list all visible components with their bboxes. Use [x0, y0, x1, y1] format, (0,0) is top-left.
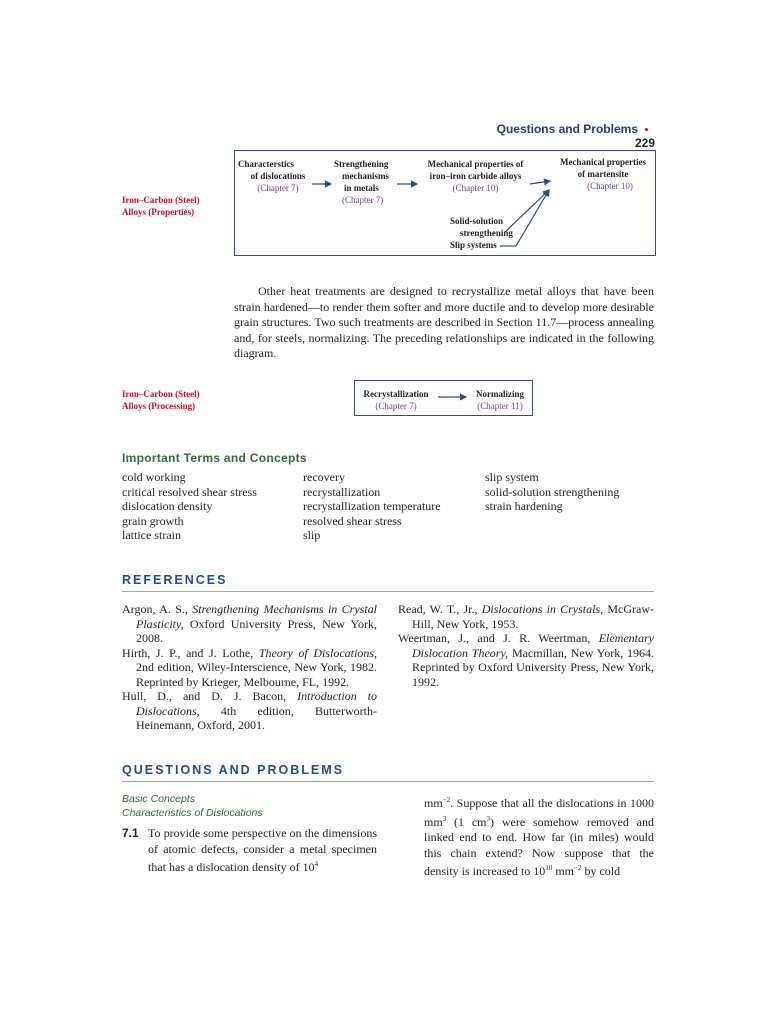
arrow-4: [505, 190, 549, 232]
superscript: 3: [442, 814, 447, 823]
problem-7-1-left: [122, 826, 377, 876]
node-chapter: (Chapter 10): [587, 181, 633, 191]
ref-details: , McGraw-Hill, New York, 1953.: [412, 602, 654, 631]
node-chapter: (Chapter 10): [452, 183, 499, 193]
side-label-line: Alloys (Properties): [122, 207, 195, 217]
node-line: in metals: [344, 183, 379, 193]
terms-heading: Important Terms and Concepts: [122, 451, 307, 465]
term-item: slip: [303, 528, 321, 542]
term-item: recrystallization temperature: [303, 499, 441, 513]
problem-text: (1 cm: [446, 814, 487, 829]
superscript: −2: [442, 796, 451, 804]
node-line: Characterstics: [238, 159, 294, 169]
term-item: cold working: [122, 470, 186, 484]
node-line: strengthening: [460, 228, 513, 238]
ref-author: Argon, A. S.,: [122, 602, 193, 616]
ref-title: Introduction to Dislocations,: [136, 689, 377, 718]
reference-item: [122, 689, 377, 733]
ref-details: Oxford University Press, New York, 2008.: [136, 616, 377, 645]
node-chapter: (Chapter 11): [477, 401, 523, 411]
node-line: of dislocations: [250, 171, 306, 181]
diagram1-arrows: [0, 0, 768, 300]
ref-details: Macmillan, New York, 1964. Reprinted by Oxford University Press, New York, 1992.: [412, 645, 654, 689]
term-item: solid-solution strengthening: [485, 484, 620, 499]
node-line: Strengthening: [334, 159, 389, 169]
term-item: recrystallization: [303, 484, 381, 499]
diagram2-arrow: [0, 380, 768, 420]
ref-title: Dislocations in Crystals: [481, 602, 601, 616]
ref-author: Read, W. T., Jr.,: [398, 602, 482, 616]
term-item: lattice strain: [122, 528, 181, 542]
body-paragraph: Other heat treatments are designed to recrystallize metal alloys that have been strain hardened—to render them softer and more ductile and to develop more desirable grain structures. Two such treatments are described in Section 11.7—process annealing and, for steels, normalizing. The preceding relationships are indicated in the following diagram.: [234, 284, 654, 360]
side-label-line: Alloys (Processing): [122, 401, 196, 411]
superscript: 3: [486, 814, 491, 823]
node-line: Mechanical properties of: [427, 159, 524, 169]
node-chapter: (Chapter 7): [257, 183, 299, 193]
arrow-3: [530, 181, 550, 184]
term-item: critical resolved shear stress: [122, 484, 257, 499]
references-heading: REFERENCES: [122, 573, 228, 587]
reference-item: [122, 602, 377, 646]
reference-item: [122, 646, 377, 690]
arrow-6: [516, 190, 549, 246]
node-line: Slip systems: [450, 240, 497, 250]
term-item: grain growth: [122, 513, 184, 528]
superscript: 10: [545, 864, 553, 872]
reference-item: [398, 602, 654, 631]
node-line: iron–iron carbide alloys: [429, 171, 522, 181]
ref-details: 4th edition, Butterworth-Heinemann, Oxford, 2001.: [136, 703, 377, 732]
term-item: strain hardening: [485, 499, 563, 513]
problem-number: 7.1: [122, 826, 139, 840]
ref-author: Hull, D., and D. J. Bacon,: [122, 689, 298, 703]
problem-text: . Suppose that all the dislocations in 1000 mm: [424, 796, 654, 829]
problem-text: by cold: [581, 864, 621, 878]
reference-item: [398, 631, 654, 689]
terms-col1: [122, 470, 257, 543]
ref-details: , 2nd edition, Wiley-Interscience, New York, 1982. Reprinted by Krieger, Melbourne, FL, 1992.: [136, 645, 377, 689]
qp-rule: [122, 781, 654, 782]
terms-col2: [303, 470, 441, 543]
node-line: Normalizing: [476, 389, 524, 399]
node-line: Mechanical properties: [559, 157, 647, 167]
ref-author: Weertman, J., and J. R. Weertman,: [398, 631, 599, 645]
side-label-line: Iron–Carbon (Steel): [122, 195, 200, 205]
qp-heading: QUESTIONS AND PROBLEMS: [122, 763, 345, 777]
problem-text: mm: [552, 864, 574, 878]
page-number: 229: [634, 136, 655, 150]
ref-title: Theory of Dislocations: [258, 645, 374, 660]
terms-col3: [485, 470, 619, 514]
term-item: recovery: [303, 470, 345, 484]
qp-subheading: [122, 792, 263, 820]
node-chapter: (Chapter 7): [375, 401, 417, 411]
references-left: [122, 602, 377, 733]
subheading-basic-concepts: Basic Concepts: [122, 793, 195, 805]
node-line: Recrystallization: [363, 389, 429, 399]
node-chapter: (Chapter 7): [342, 195, 384, 205]
side-label-line: Iron–Carbon (Steel): [122, 389, 200, 399]
problem-7-1-right: [398, 793, 654, 880]
ref-title: Strengthening Mechanisms in Crystal Plasticity,: [136, 602, 378, 631]
header-section: Questions and Problems: [496, 122, 638, 136]
references-right: [398, 602, 654, 689]
term-item: slip system: [485, 470, 539, 484]
ref-author: Hirth, J. P., and J. Lothe,: [122, 645, 259, 660]
superscript: 4: [314, 860, 319, 868]
references-rule: [122, 591, 654, 592]
subheading-characteristics: Characteristics of Dislocations: [122, 807, 263, 819]
term-item: resolved shear stress: [303, 513, 402, 528]
problem-text: ) were somehow removed and linked end to end. How far (in miles) would this chain extend? Now suppose that the density is increased to 10: [424, 814, 654, 878]
problem-text: To provide some perspective on the dimensions of atomic defects, consider a metal specimen that has a dislocation density of 10: [148, 826, 377, 874]
problem-text: mm: [424, 796, 443, 810]
node-line: Solid-solution: [450, 216, 504, 226]
node-line: mechanisms: [342, 171, 389, 181]
ref-title: Elementary Dislocation Theory,: [412, 631, 654, 660]
node-line: of martensite: [577, 169, 629, 179]
term-item: dislocation density: [122, 499, 213, 513]
superscript: −2: [573, 864, 582, 872]
